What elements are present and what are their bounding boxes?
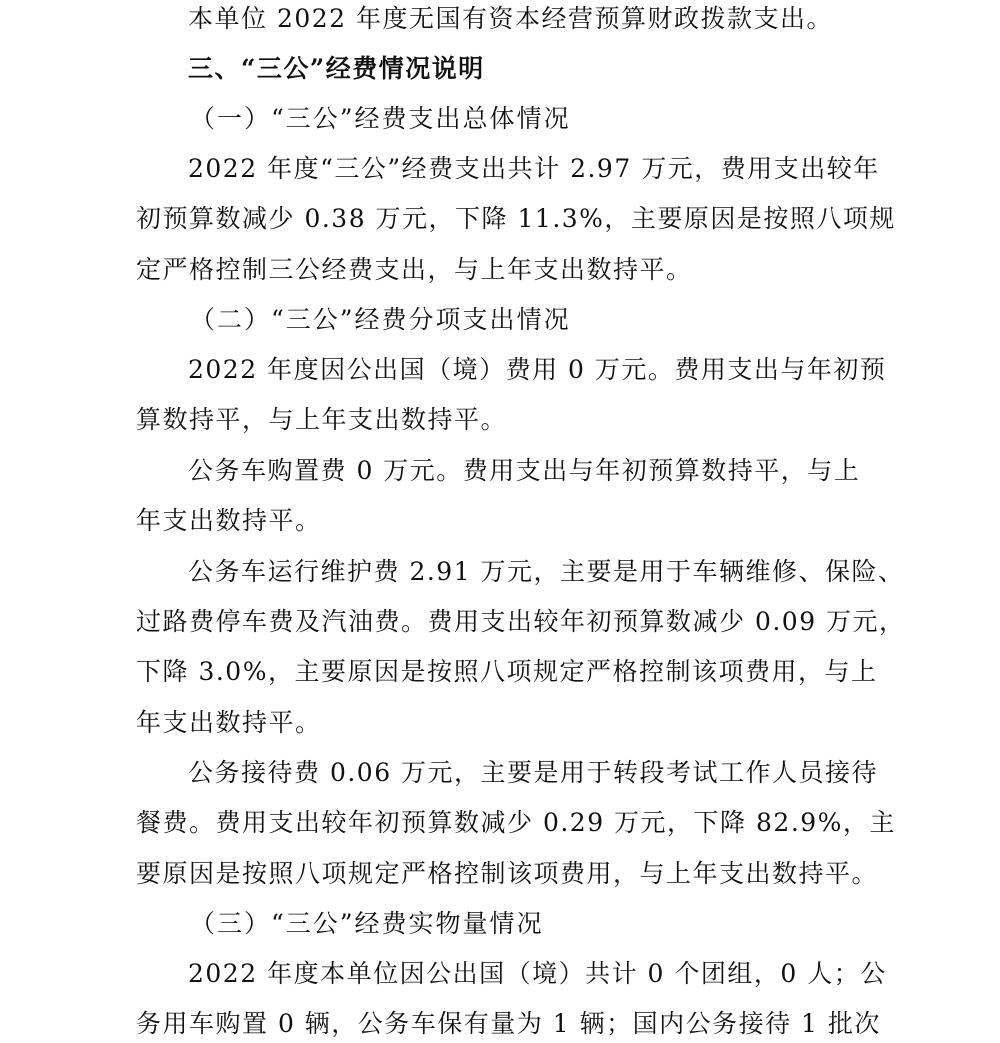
paragraph-line: 餐费。费用支出较年初预算数减少 0.29 万元，下降 82.9%，主	[136, 808, 896, 837]
paragraph-line: 年支出数持平。	[136, 506, 322, 535]
paragraph-line: 公务车购置费 0 万元。费用支出与年初预算数持平，与上	[188, 456, 861, 485]
paragraph-line: 过路费停车费及汽油费。费用支出较年初预算数减少 0.09 万元，	[136, 607, 906, 636]
paragraph-line: 要原因是按照八项规定严格控制该项费用，与上年支出数持平。	[136, 859, 879, 888]
paragraph-line: 2022 年度“三公”经费支出共计 2.97 万元，费用支出较年	[188, 154, 880, 183]
paragraph-line: 2022 年度因公出国（境）费用 0 万元。费用支出与年初预	[188, 355, 887, 384]
paragraph-line: 初预算数减少 0.38 万元，下降 11.3%，主要原因是按照八项规	[136, 204, 896, 233]
subsection-heading: （一）“三公”经费支出总体情况	[190, 104, 571, 133]
section-heading: 三、“三公”经费情况说明	[188, 54, 485, 83]
paragraph-line: 年支出数持平。	[136, 708, 322, 737]
subsection-heading: （三）“三公”经费实物量情况	[190, 909, 544, 938]
subsection-heading: （二）“三公”经费分项支出情况	[190, 305, 571, 334]
paragraph-line: 2022 年度本单位因公出国（境）共计 0 个团组，0 人；公	[188, 959, 887, 988]
paragraph-line: 本单位 2022 年度无国有资本经营预算财政拨款支出。	[188, 4, 834, 33]
paragraph-line: 公务车运行维护费 2.91 万元，主要是用于车辆维修、保险、	[188, 557, 905, 586]
paragraph-line: 下降 3.0%，主要原因是按照八项规定严格控制该项费用，与上	[136, 657, 878, 686]
paragraph-line: 公务接待费 0.06 万元，主要是用于转段考试工作人员接待	[188, 758, 879, 787]
paragraph-line: 定严格控制三公经费支出，与上年支出数持平。	[136, 255, 693, 284]
paragraph-line: 务用车购置 0 辆，公务车保有量为 1 辆；国内公务接待 1 批次	[136, 1009, 881, 1038]
paragraph-line: 算数持平，与上年支出数持平。	[136, 405, 508, 434]
